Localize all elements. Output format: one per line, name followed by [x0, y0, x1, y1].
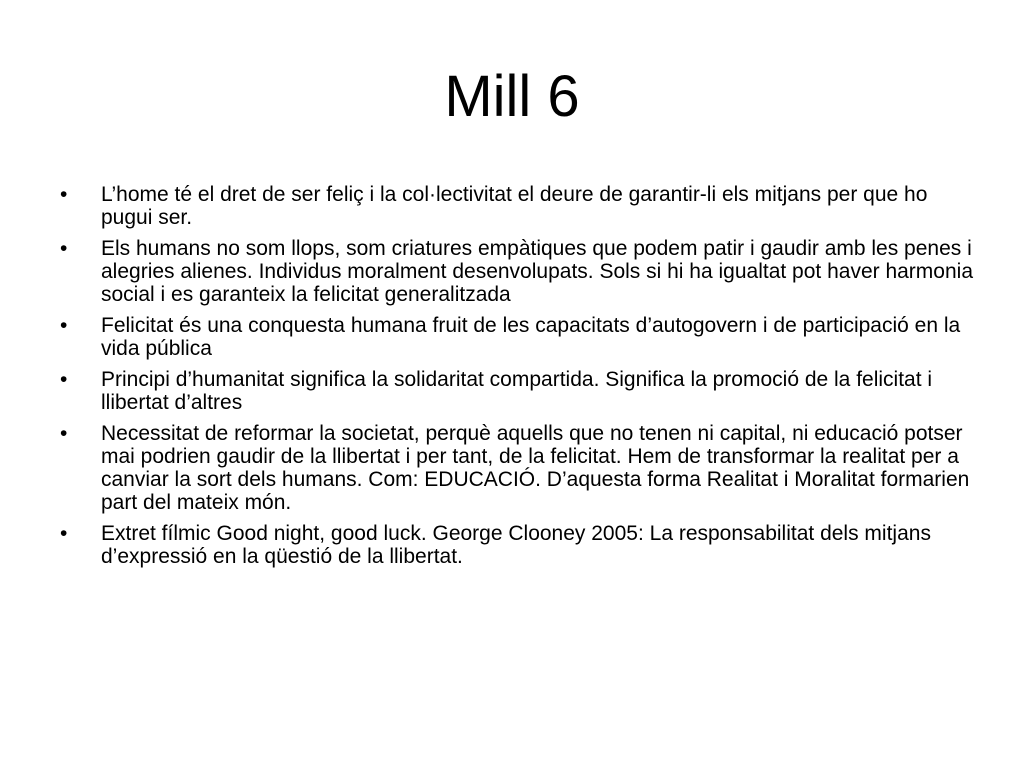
bullet-item [56, 368, 976, 414]
bullet-icon: • [60, 237, 68, 260]
bullet-icon: • [60, 522, 68, 545]
bullet-item [56, 183, 976, 229]
bullet-list [56, 183, 976, 576]
bullet-item [56, 314, 976, 360]
bullet-icon: • [60, 183, 68, 206]
bullet-item [56, 422, 976, 514]
bullet-text: Principi d’humanitat significa la solidaritat compartida. Significa la promoció de la felicitat i llibertat d’altres [101, 368, 933, 414]
slide-title: Mill 6 [444, 64, 580, 129]
bullet-icon: • [60, 368, 68, 391]
bullet-item [56, 522, 976, 568]
bullet-text: Extret fílmic Good night, good luck. George Clooney 2005: La responsabilitat dels mitjans d’expressió en la qüestió de la llibertat. [101, 522, 931, 568]
bullet-text: Els humans no som llops, som criatures empàtiques que podem patir i gaudir amb les penes i alegries alienes. Individus moralment desenvolupats. Sols si hi ha igualtat pot haver harmonia social i es garanteix la felicitat generalitzada [101, 237, 973, 306]
bullet-text: Felicitat és una conquesta humana fruit de les capacitats d’autogovern i de participació en la vida pública [101, 314, 961, 360]
bullet-text: L’home té el dret de ser feliç i la col·lectivitat el deure de garantir-li els mitjans per que ho pugui ser. [101, 183, 928, 229]
bullet-icon: • [60, 422, 68, 445]
bullet-text: Necessitat de reformar la societat, perquè aquells que no tenen ni capital, ni educació potser mai podrien gaudir de la llibertat i per tant, de la felicitat. Hem de transformar la realitat per a canviar la sort dels humans. Com: EDUCACIÓ. D’aquesta forma Realitat i Moralitat formarien part del mateix món. [101, 422, 970, 514]
bullet-item [56, 237, 976, 306]
bullet-icon: • [60, 314, 68, 337]
